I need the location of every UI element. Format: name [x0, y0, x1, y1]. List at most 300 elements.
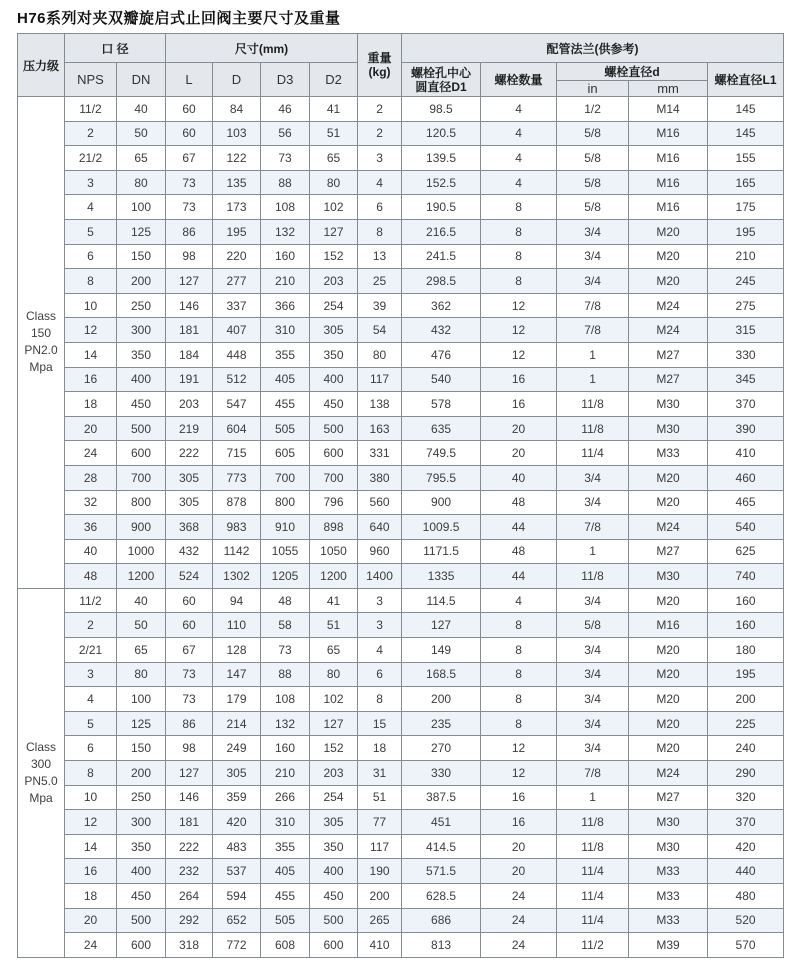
table-cell: 51: [358, 785, 402, 810]
table-cell: 132: [261, 219, 310, 244]
table-cell: 165: [708, 170, 784, 195]
table-cell: 24: [481, 933, 557, 958]
table-cell: 181: [166, 318, 213, 343]
table-cell: 135: [213, 170, 261, 195]
table-cell: 2/21: [65, 638, 117, 663]
table-cell: 1/2: [557, 97, 629, 122]
table-cell: 362: [402, 293, 481, 318]
table-cell: 12: [65, 318, 117, 343]
table-cell: 219: [166, 416, 213, 441]
table-cell: 4: [65, 195, 117, 220]
table-cell: 772: [213, 933, 261, 958]
table-cell: 12: [481, 342, 557, 367]
table-cell: 98.5: [402, 97, 481, 122]
table-cell: 448: [213, 342, 261, 367]
table-cell: 387.5: [402, 785, 481, 810]
table-cell: 898: [310, 515, 358, 540]
table-cell: 160: [708, 588, 784, 613]
table-cell: 305: [166, 490, 213, 515]
header-bolt-circle-d1: [402, 63, 481, 97]
table-cell: M20: [629, 638, 708, 663]
table-cell: 110: [213, 613, 261, 638]
table-cell: 235: [402, 711, 481, 736]
table-cell: 450: [310, 884, 358, 909]
table-cell: 16: [481, 785, 557, 810]
table-cell: 800: [261, 490, 310, 515]
header-d2: D2: [310, 63, 358, 97]
header-d3: D3: [261, 63, 310, 97]
table-cell: 264: [166, 884, 213, 909]
table-cell: 12: [481, 761, 557, 786]
header-bore-group: 口 径: [65, 34, 166, 63]
table-cell: 3: [358, 588, 402, 613]
table-cell: 8: [65, 761, 117, 786]
table-cell: 10: [65, 785, 117, 810]
table-cell: 460: [708, 465, 784, 490]
table-cell: 20: [481, 416, 557, 441]
table-cell: 6: [65, 244, 117, 269]
page-title: H76系列对夹双瓣旋启式止回阀主要尺寸及重量: [17, 10, 341, 27]
pressure-class-line: 300: [30, 756, 52, 771]
table-cell: 98: [166, 244, 213, 269]
table-row: [18, 97, 784, 122]
table-cell: 4: [481, 121, 557, 146]
table-cell: 318: [166, 933, 213, 958]
table-cell: 310: [261, 810, 310, 835]
table-cell: 390: [708, 416, 784, 441]
table-cell: 1205: [261, 564, 310, 589]
table-cell: 48: [481, 490, 557, 515]
table-cell: 203: [310, 269, 358, 294]
table-cell: 345: [708, 367, 784, 392]
table-cell: 292: [166, 908, 213, 933]
table-cell: 405: [261, 367, 310, 392]
table-cell: 180: [708, 638, 784, 663]
table-cell: 500: [117, 908, 166, 933]
table-cell: 20: [481, 441, 557, 466]
table-cell: 152: [310, 736, 358, 761]
table-row: [18, 490, 784, 515]
table-cell: 150: [117, 244, 166, 269]
table-cell: 505: [261, 416, 310, 441]
table-cell: 25: [358, 269, 402, 294]
table-cell: 48: [65, 564, 117, 589]
table-cell: 67: [166, 146, 213, 171]
table-cell: 8: [358, 687, 402, 712]
pressure-class-cell: [18, 97, 65, 589]
table-header: [18, 34, 784, 97]
table-cell: 16: [65, 859, 117, 884]
table-cell: 179: [213, 687, 261, 712]
table-cell: M24: [629, 318, 708, 343]
table-cell: 11/8: [557, 392, 629, 417]
table-cell: 114.5: [402, 588, 481, 613]
table-cell: 40: [117, 97, 166, 122]
table-row: [18, 908, 784, 933]
table-cell: 203: [166, 392, 213, 417]
table-cell: M16: [629, 613, 708, 638]
table-cell: 16: [65, 367, 117, 392]
table-cell: 18: [358, 736, 402, 761]
table-cell: M30: [629, 564, 708, 589]
table-cell: 440: [708, 859, 784, 884]
table-cell: 625: [708, 539, 784, 564]
table-cell: M33: [629, 441, 708, 466]
table-cell: 108: [261, 687, 310, 712]
table-row: [18, 687, 784, 712]
table-cell: 305: [310, 318, 358, 343]
table-cell: 524: [166, 564, 213, 589]
table-cell: 4: [481, 146, 557, 171]
table-cell: 3/4: [557, 711, 629, 736]
table-cell: 8: [481, 613, 557, 638]
header-nps: NPS: [65, 63, 117, 97]
table-cell: 350: [310, 342, 358, 367]
table-cell: 600: [310, 933, 358, 958]
table-cell: 160: [708, 613, 784, 638]
table-cell: 200: [117, 761, 166, 786]
table-cell: 100: [117, 687, 166, 712]
table-cell: 200: [708, 687, 784, 712]
table-cell: 500: [310, 416, 358, 441]
table-cell: 40: [481, 465, 557, 490]
table-cell: 3/4: [557, 588, 629, 613]
table-cell: 117: [358, 834, 402, 859]
table-cell: 11/8: [557, 564, 629, 589]
table-cell: 407: [213, 318, 261, 343]
table-cell: 337: [213, 293, 261, 318]
table-cell: 432: [166, 539, 213, 564]
table-cell: 4: [358, 170, 402, 195]
table-cell: 298.5: [402, 269, 481, 294]
table-cell: M33: [629, 884, 708, 909]
table-cell: 355: [261, 342, 310, 367]
header-bolt-l1: 螺栓直径L1: [708, 63, 784, 97]
table-cell: 715: [213, 441, 261, 466]
table-cell: 214: [213, 711, 261, 736]
table-cell: 60: [166, 613, 213, 638]
table-cell: 1302: [213, 564, 261, 589]
table-cell: 80: [117, 662, 166, 687]
table-cell: 400: [310, 859, 358, 884]
table-cell: M27: [629, 367, 708, 392]
table-cell: 537: [213, 859, 261, 884]
table-cell: 3/4: [557, 244, 629, 269]
table-cell: M30: [629, 834, 708, 859]
table-cell: 3: [65, 662, 117, 687]
table-cell: 125: [117, 711, 166, 736]
table-cell: 3/4: [557, 687, 629, 712]
table-cell: 127: [166, 269, 213, 294]
table-cell: 1142: [213, 539, 261, 564]
table-cell: 305: [310, 810, 358, 835]
table-cell: 330: [708, 342, 784, 367]
table-cell: 58: [261, 613, 310, 638]
table-cell: 160: [261, 736, 310, 761]
table-row: [18, 195, 784, 220]
table-cell: 108: [261, 195, 310, 220]
table-cell: 6: [65, 736, 117, 761]
spec-table: [17, 33, 784, 958]
table-cell: 50: [117, 121, 166, 146]
table-row: [18, 244, 784, 269]
table-cell: 266: [261, 785, 310, 810]
table-cell: 245: [708, 269, 784, 294]
table-cell: 103: [213, 121, 261, 146]
table-row: [18, 392, 784, 417]
table-cell: 740: [708, 564, 784, 589]
table-cell: 128: [213, 638, 261, 663]
table-row: [18, 515, 784, 540]
table-cell: 8: [481, 711, 557, 736]
table-cell: 604: [213, 416, 261, 441]
table-cell: 65: [310, 146, 358, 171]
table-cell: 465: [708, 490, 784, 515]
table-cell: 11/4: [557, 884, 629, 909]
table-cell: 8: [481, 638, 557, 663]
table-cell: 155: [708, 146, 784, 171]
table-cell: 600: [310, 441, 358, 466]
table-row: [18, 416, 784, 441]
table-row: [18, 834, 784, 859]
table-cell: 2: [65, 613, 117, 638]
table-cell: 7/8: [557, 293, 629, 318]
table-cell: 127: [310, 711, 358, 736]
table-cell: 600: [117, 441, 166, 466]
table-cell: 540: [402, 367, 481, 392]
table-cell: 368: [166, 515, 213, 540]
header-weight-line2: (kg): [368, 65, 391, 79]
table-cell: 39: [358, 293, 402, 318]
table-cell: 210: [261, 761, 310, 786]
pressure-class-line: PN2.0: [24, 343, 58, 358]
table-cell: 370: [708, 392, 784, 417]
table-cell: M27: [629, 539, 708, 564]
table-cell: 31: [358, 761, 402, 786]
table-row: [18, 884, 784, 909]
table-cell: 410: [708, 441, 784, 466]
table-cell: 102: [310, 195, 358, 220]
table-row: [18, 441, 784, 466]
table-cell: 190: [358, 859, 402, 884]
table-row: [18, 219, 784, 244]
table-cell: 8: [481, 195, 557, 220]
table-cell: 184: [166, 342, 213, 367]
table-cell: 594: [213, 884, 261, 909]
table-cell: 102: [310, 687, 358, 712]
table-cell: 222: [166, 834, 213, 859]
table-cell: 5: [65, 219, 117, 244]
table-cell: 310: [261, 318, 310, 343]
table-cell: M16: [629, 121, 708, 146]
table-cell: 410: [358, 933, 402, 958]
table-cell: M16: [629, 170, 708, 195]
table-cell: 195: [708, 662, 784, 687]
table-cell: 65: [117, 638, 166, 663]
table-cell: 163: [358, 416, 402, 441]
table-cell: 73: [166, 170, 213, 195]
table-cell: 1200: [310, 564, 358, 589]
table-cell: 200: [402, 687, 481, 712]
table-cell: 700: [117, 465, 166, 490]
table-cell: 12: [481, 736, 557, 761]
table-cell: 146: [166, 293, 213, 318]
table-cell: 400: [117, 859, 166, 884]
table-cell: 350: [117, 342, 166, 367]
table-cell: 80: [358, 342, 402, 367]
table-cell: 51: [310, 121, 358, 146]
table-row: [18, 170, 784, 195]
table-cell: M30: [629, 416, 708, 441]
table-cell: 1335: [402, 564, 481, 589]
table-cell: 366: [261, 293, 310, 318]
header-pressure-class: 压力级: [18, 34, 65, 97]
table-cell: 960: [358, 539, 402, 564]
table-cell: 210: [261, 269, 310, 294]
table-cell: 686: [402, 908, 481, 933]
table-cell: 500: [310, 908, 358, 933]
table-cell: 86: [166, 711, 213, 736]
table-cell: 145: [708, 121, 784, 146]
table-cell: 900: [402, 490, 481, 515]
table-cell: 11/8: [557, 834, 629, 859]
table-cell: 216.5: [402, 219, 481, 244]
table-cell: 127: [310, 219, 358, 244]
table-cell: 7/8: [557, 515, 629, 540]
table-cell: 420: [708, 834, 784, 859]
table-cell: 3/4: [557, 490, 629, 515]
table-cell: 1050: [310, 539, 358, 564]
table-cell: 11/8: [557, 416, 629, 441]
pressure-class-line: PN5.0: [24, 773, 58, 788]
table-cell: 320: [708, 785, 784, 810]
header-weight-line1: 重量: [367, 51, 392, 65]
table-cell: 60: [166, 588, 213, 613]
table-cell: 1: [557, 785, 629, 810]
table-cell: 11/4: [557, 908, 629, 933]
table-cell: 1000: [117, 539, 166, 564]
table-cell: 359: [213, 785, 261, 810]
header-l: L: [166, 63, 213, 97]
table-row: [18, 269, 784, 294]
table-cell: 570: [708, 933, 784, 958]
table-cell: 232: [166, 859, 213, 884]
table-row: [18, 785, 784, 810]
table-cell: 749.5: [402, 441, 481, 466]
table-cell: M24: [629, 515, 708, 540]
table-cell: 56: [261, 121, 310, 146]
pressure-class-line: Mpa: [29, 360, 53, 375]
table-cell: 3: [358, 613, 402, 638]
table-cell: M27: [629, 342, 708, 367]
table-cell: 40: [117, 588, 166, 613]
table-cell: 149: [402, 638, 481, 663]
table-cell: 67: [166, 638, 213, 663]
table-cell: 125: [117, 219, 166, 244]
table-cell: 451: [402, 810, 481, 835]
table-cell: 455: [261, 392, 310, 417]
table-cell: 12: [481, 318, 557, 343]
table-cell: 40: [65, 539, 117, 564]
table-cell: 700: [310, 465, 358, 490]
table-cell: M20: [629, 244, 708, 269]
table-body: [18, 97, 784, 958]
table-row: [18, 121, 784, 146]
table-cell: 600: [117, 933, 166, 958]
table-cell: 455: [261, 884, 310, 909]
table-cell: 560: [358, 490, 402, 515]
table-cell: 773: [213, 465, 261, 490]
table-cell: 450: [117, 392, 166, 417]
table-cell: 11/4: [557, 441, 629, 466]
table-cell: 28: [65, 465, 117, 490]
table-cell: 200: [117, 269, 166, 294]
table-cell: 420: [213, 810, 261, 835]
table-cell: M16: [629, 195, 708, 220]
table-cell: 3/4: [557, 736, 629, 761]
table-cell: 139.5: [402, 146, 481, 171]
table-row: [18, 859, 784, 884]
table-cell: 16: [481, 367, 557, 392]
table-row: [18, 810, 784, 835]
table-cell: 50: [117, 613, 166, 638]
table-cell: 900: [117, 515, 166, 540]
table-cell: 605: [261, 441, 310, 466]
table-cell: 190.5: [402, 195, 481, 220]
table-cell: 168.5: [402, 662, 481, 687]
table-cell: 6: [358, 195, 402, 220]
table-row: [18, 367, 784, 392]
table-cell: 305: [213, 761, 261, 786]
table-cell: 117: [358, 367, 402, 392]
table-cell: 18: [65, 392, 117, 417]
table-cell: 3: [358, 146, 402, 171]
table-cell: 138: [358, 392, 402, 417]
table-cell: 8: [481, 662, 557, 687]
table-cell: 483: [213, 834, 261, 859]
table-cell: 405: [261, 859, 310, 884]
table-cell: 73: [261, 638, 310, 663]
table-row: [18, 293, 784, 318]
table-cell: 20: [481, 834, 557, 859]
table-cell: 254: [310, 785, 358, 810]
table-cell: 84: [213, 97, 261, 122]
table-cell: 608: [261, 933, 310, 958]
table-cell: 152: [310, 244, 358, 269]
table-cell: 127: [166, 761, 213, 786]
table-cell: 73: [166, 662, 213, 687]
table-cell: M14: [629, 97, 708, 122]
table-cell: 540: [708, 515, 784, 540]
table-cell: 5/8: [557, 121, 629, 146]
table-cell: 181: [166, 810, 213, 835]
table-cell: 1400: [358, 564, 402, 589]
pressure-class-line: 150: [30, 326, 52, 341]
table-cell: 512: [213, 367, 261, 392]
table-cell: 80: [117, 170, 166, 195]
header-d1-line2: 圆直径D1: [415, 79, 467, 94]
table-cell: 65: [310, 638, 358, 663]
table-cell: 370: [708, 810, 784, 835]
table-cell: 145: [708, 97, 784, 122]
table-cell: 160: [261, 244, 310, 269]
table-cell: 2: [65, 121, 117, 146]
table-cell: 4: [481, 588, 557, 613]
table-cell: 80: [310, 170, 358, 195]
table-cell: 800: [117, 490, 166, 515]
pressure-class-cell: [18, 588, 65, 957]
table-row: [18, 539, 784, 564]
